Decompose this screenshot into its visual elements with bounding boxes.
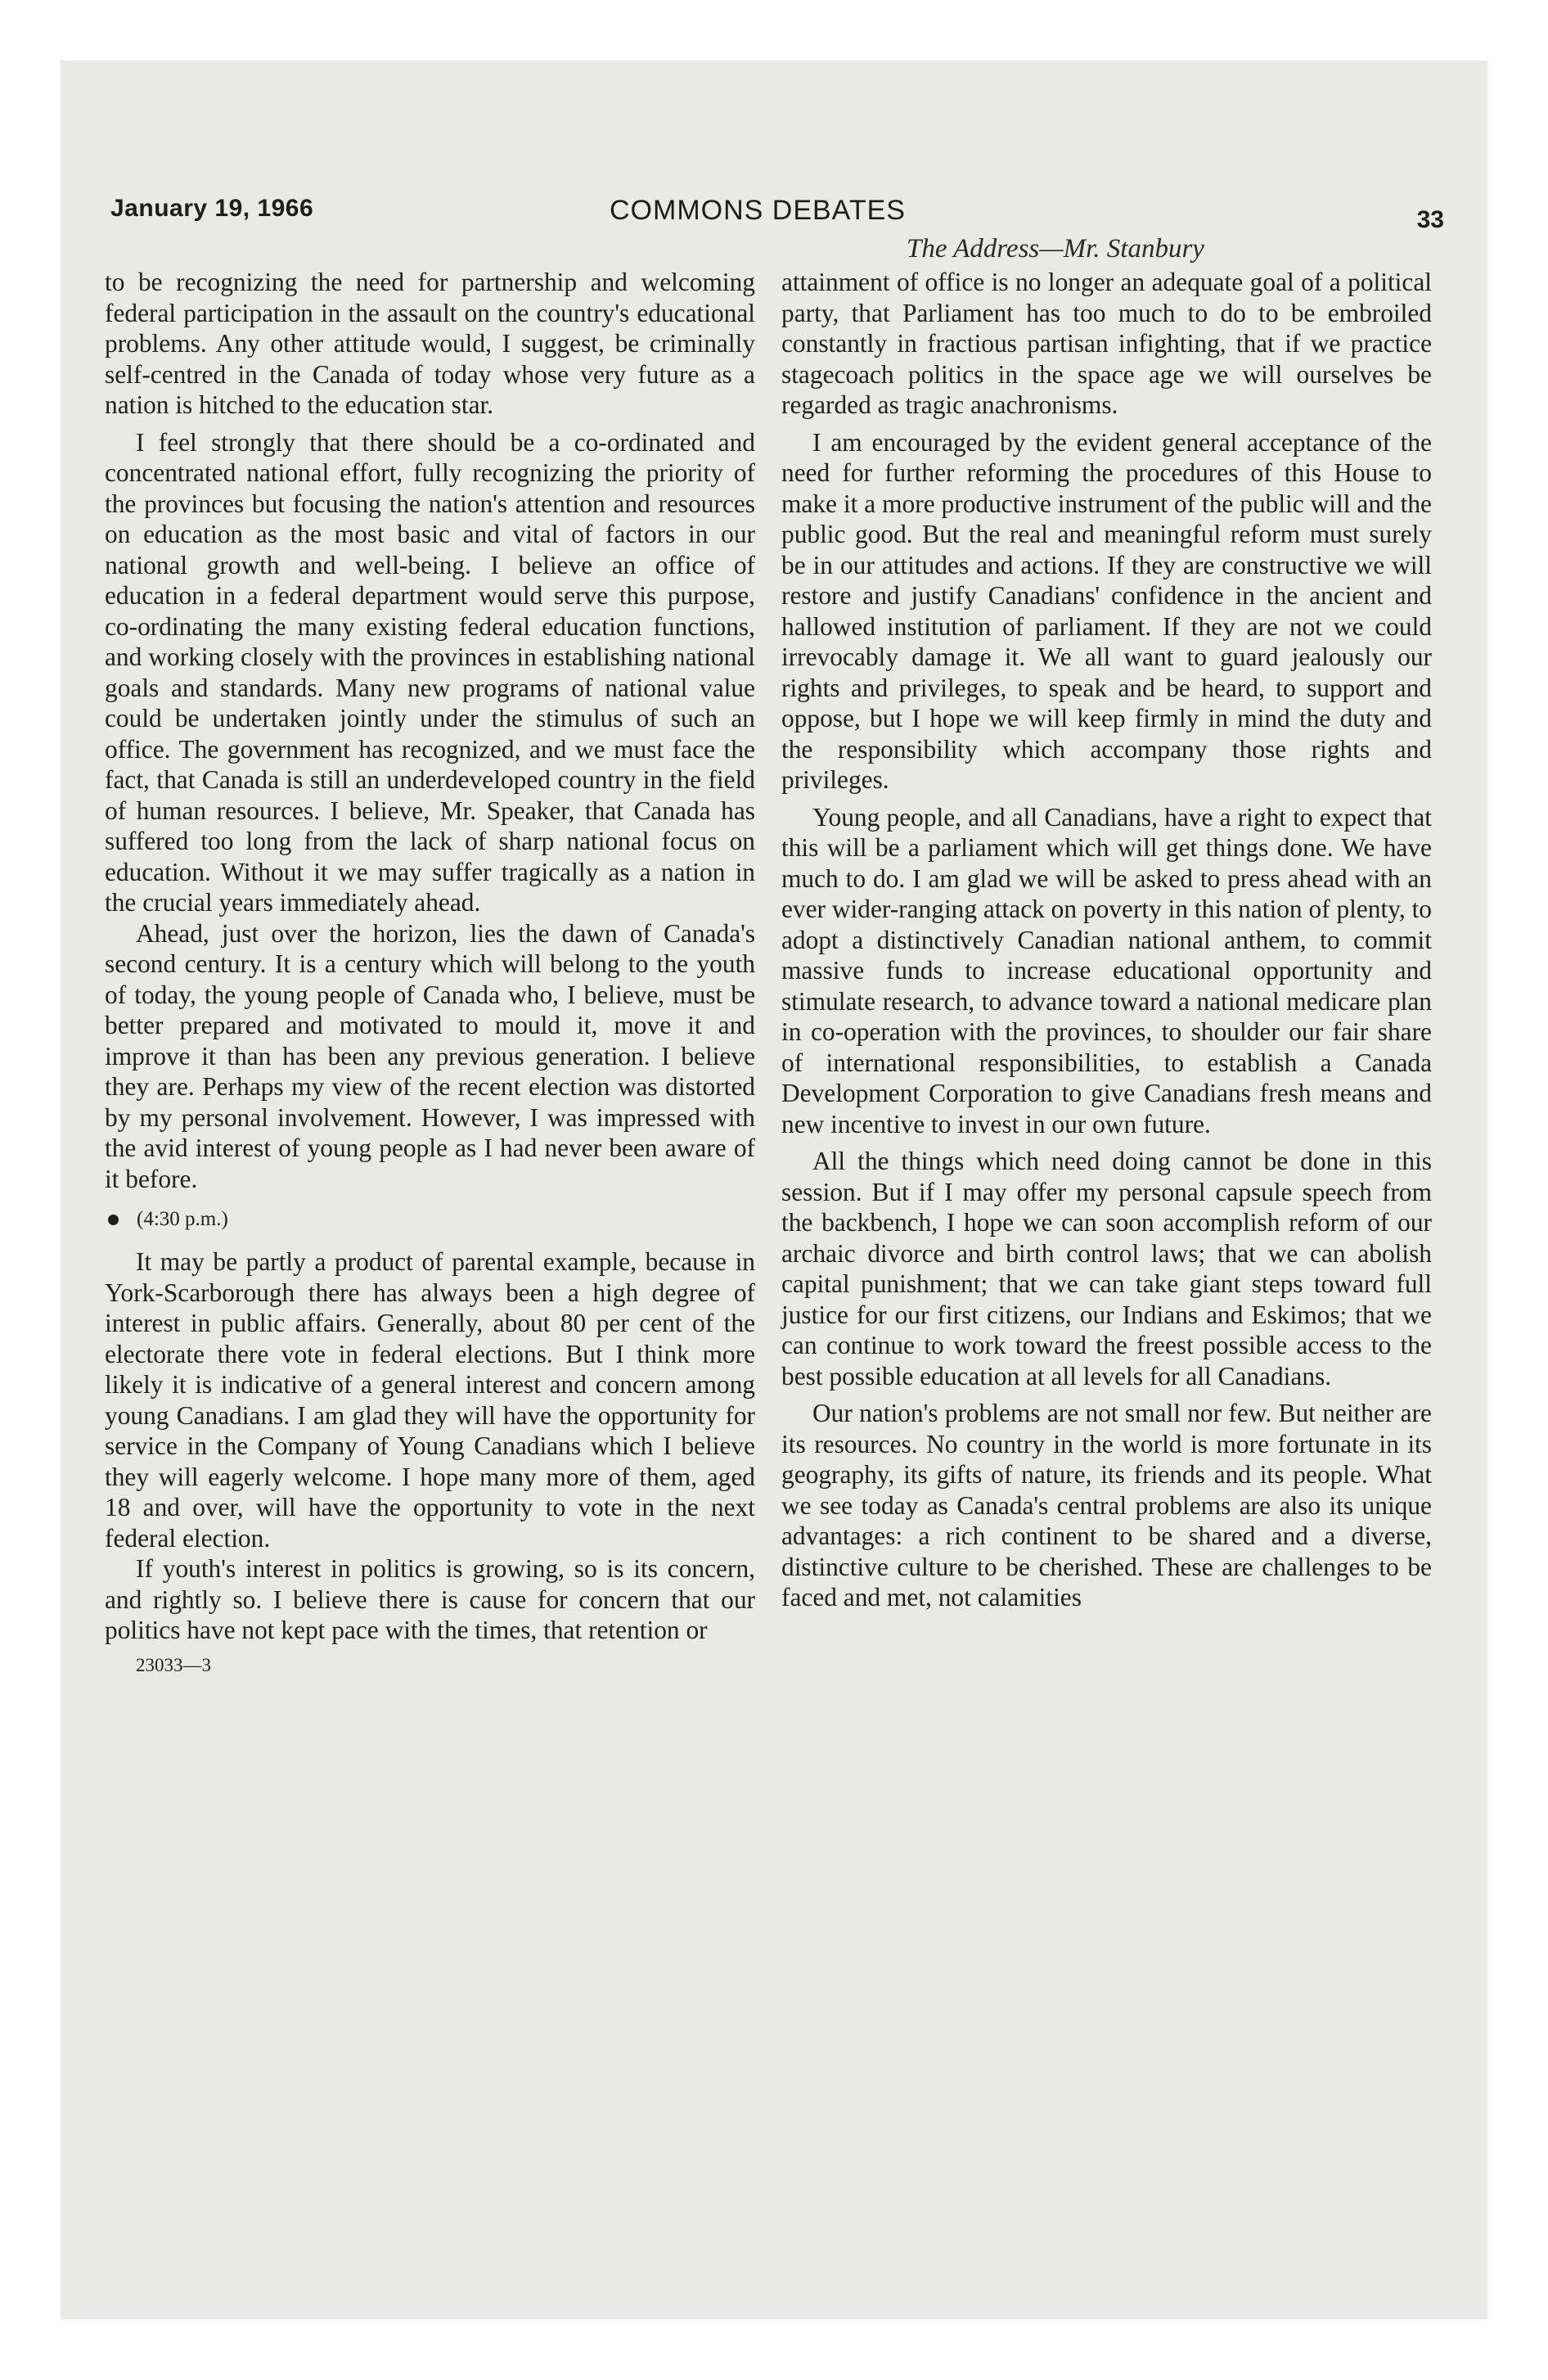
- paragraph: I feel strongly that there should be a co-ordinated and concentrated national effort, fully recognizing the priority of the provinces but focusing the nation's attention and resources on education as the most basic and vital of factors in our national growth and well-being. I believe an office of education in a federal department would serve this purpose, co-ordinating the many existing federal education functions, and working closely with the provinces in establishing national goals and standards. Many new programs of national value could be undertaken jointly under the stimulus of such an office. The government has recognized, and we must face the fact, that Canada is still an underdeveloped country in the field of human resources. I believe, Mr. Speaker, that Canada has suffered too long from the lack of sharp national focus on education. Without it we may suffer tragically as a nation in the crucial years immediately ahead.: [105, 427, 755, 917]
- paragraph: to be recognizing the need for partnership and welcoming federal participation in the assault on the country's educational problems. Any other attitude would, I suggest, be criminally self-centred in the Canada of today whose very future as a nation is hitched to the education star.: [105, 268, 755, 419]
- time-marker: [105, 1207, 755, 1232]
- paragraph: If youth's interest in politics is growing, so is its concern, and rightly so. I believe there is cause for concern that our politics have not kept pace with the times, that retention or: [105, 1554, 755, 1644]
- page-number: 33: [1416, 206, 1444, 233]
- printer-signature: 23033—3: [136, 1654, 211, 1675]
- paragraph: Ahead, just over the horizon, lies the dawn of Canada's second century. It is a century which will belong to the youth of today, the young people of Canada who, I believe, must be better prepared and motivated to mould it, move it and improve it than has been any previous generation. I believe they are. Perhaps my view of the recent election was distorted by my personal involvement. However, I was impressed with the avid interest of young people as I had never been aware of it before.: [105, 918, 755, 1193]
- bullet-icon: [108, 1215, 119, 1225]
- time-marker-text: (4:30 p.m.): [137, 1208, 228, 1230]
- left-column: [105, 267, 755, 1677]
- paragraph: Young people, and all Canadians, have a right to expect that this will be a parliament which will get things done. We have much to do. I am glad we will be asked to press ahead with an ever wider-ranging attack on poverty in this nation of plenty, to adopt a distinctively Canadian national anthem, to commit massive funds to increase educational opportunity and stimulate research, to advance toward a national medicare plan in co-operation with the provinces, to shoulder our fair share of international responsibilities, to establish a Canada Development Corporation to give Canadians fresh means and new incentive to invest in our own future.: [781, 802, 1432, 1138]
- paragraph: It may be partly a product of parental example, because in York-Scarborough there has always been a high degree of interest in public affairs. Generally, about 80 per cent of the electorate there vote in federal elections. But I think more likely it is indicative of a general interest and concern among young Canadians. I am glad they will have the opportunity for service in the Company of Young Canadians which I believe they will eagerly welcome. I hope many more of them, aged 18 and over, will have the opportunity to vote in the next federal election.: [105, 1247, 755, 1553]
- paragraph: I am encouraged by the evident general acceptance of the need for further reforming the procedures of this House to make it a more productive instrument of the public will and the public good. But the real and meaningful reform must surely be in our attitudes and actions. If they are constructive we will restore and justify Canadians' confidence in the ancient and hallowed institution of parliament. If they are not we could irrevocably damage it. We all want to guard jealously our rights and privileges, to speak and be heard, to support and oppose, but I hope we will keep firmly in mind the duty and the responsibility which accompany those rights and privileges.: [781, 427, 1432, 794]
- running-head: The Address—Mr. Stanbury: [907, 234, 1204, 264]
- paragraph: All the things which need doing cannot be done in this session. But if I may offer my personal capsule speech from the backbench, I hope we can soon accomplish reform of our archaic divorce and birth control laws; that we can abolish capital punishment; that we can take giant steps toward full justice for our first citizens, our Indians and Eskimos; that we can continue to work toward the freest possible access to the best possible education at all levels for all Canadians.: [781, 1147, 1432, 1391]
- paragraph: Our nation's problems are not small nor few. But neither are its resources. No country in the world is more fortunate in its geography, its gifts of nature, its friends and its people. What we see today as Canada's central problems are also its unique advantages: a rich continent to be shared and a diverse, distinctive culture to be cherished. These are challenges to be faced and met, not calamities: [781, 1399, 1432, 1611]
- header-title: COMMONS DEBATES: [610, 195, 906, 226]
- page-header: [110, 190, 1444, 231]
- header-date: January 19, 1966: [110, 195, 314, 222]
- paragraph: attainment of office is no longer an adequate goal of a political party, that Parliament has too much to do to be embroiled constantly in fractious partisan infighting, that if we practice stagecoach politics in the space age we will ourselves be regarded as tragic anachronisms.: [781, 268, 1432, 419]
- right-column: [781, 267, 1432, 1613]
